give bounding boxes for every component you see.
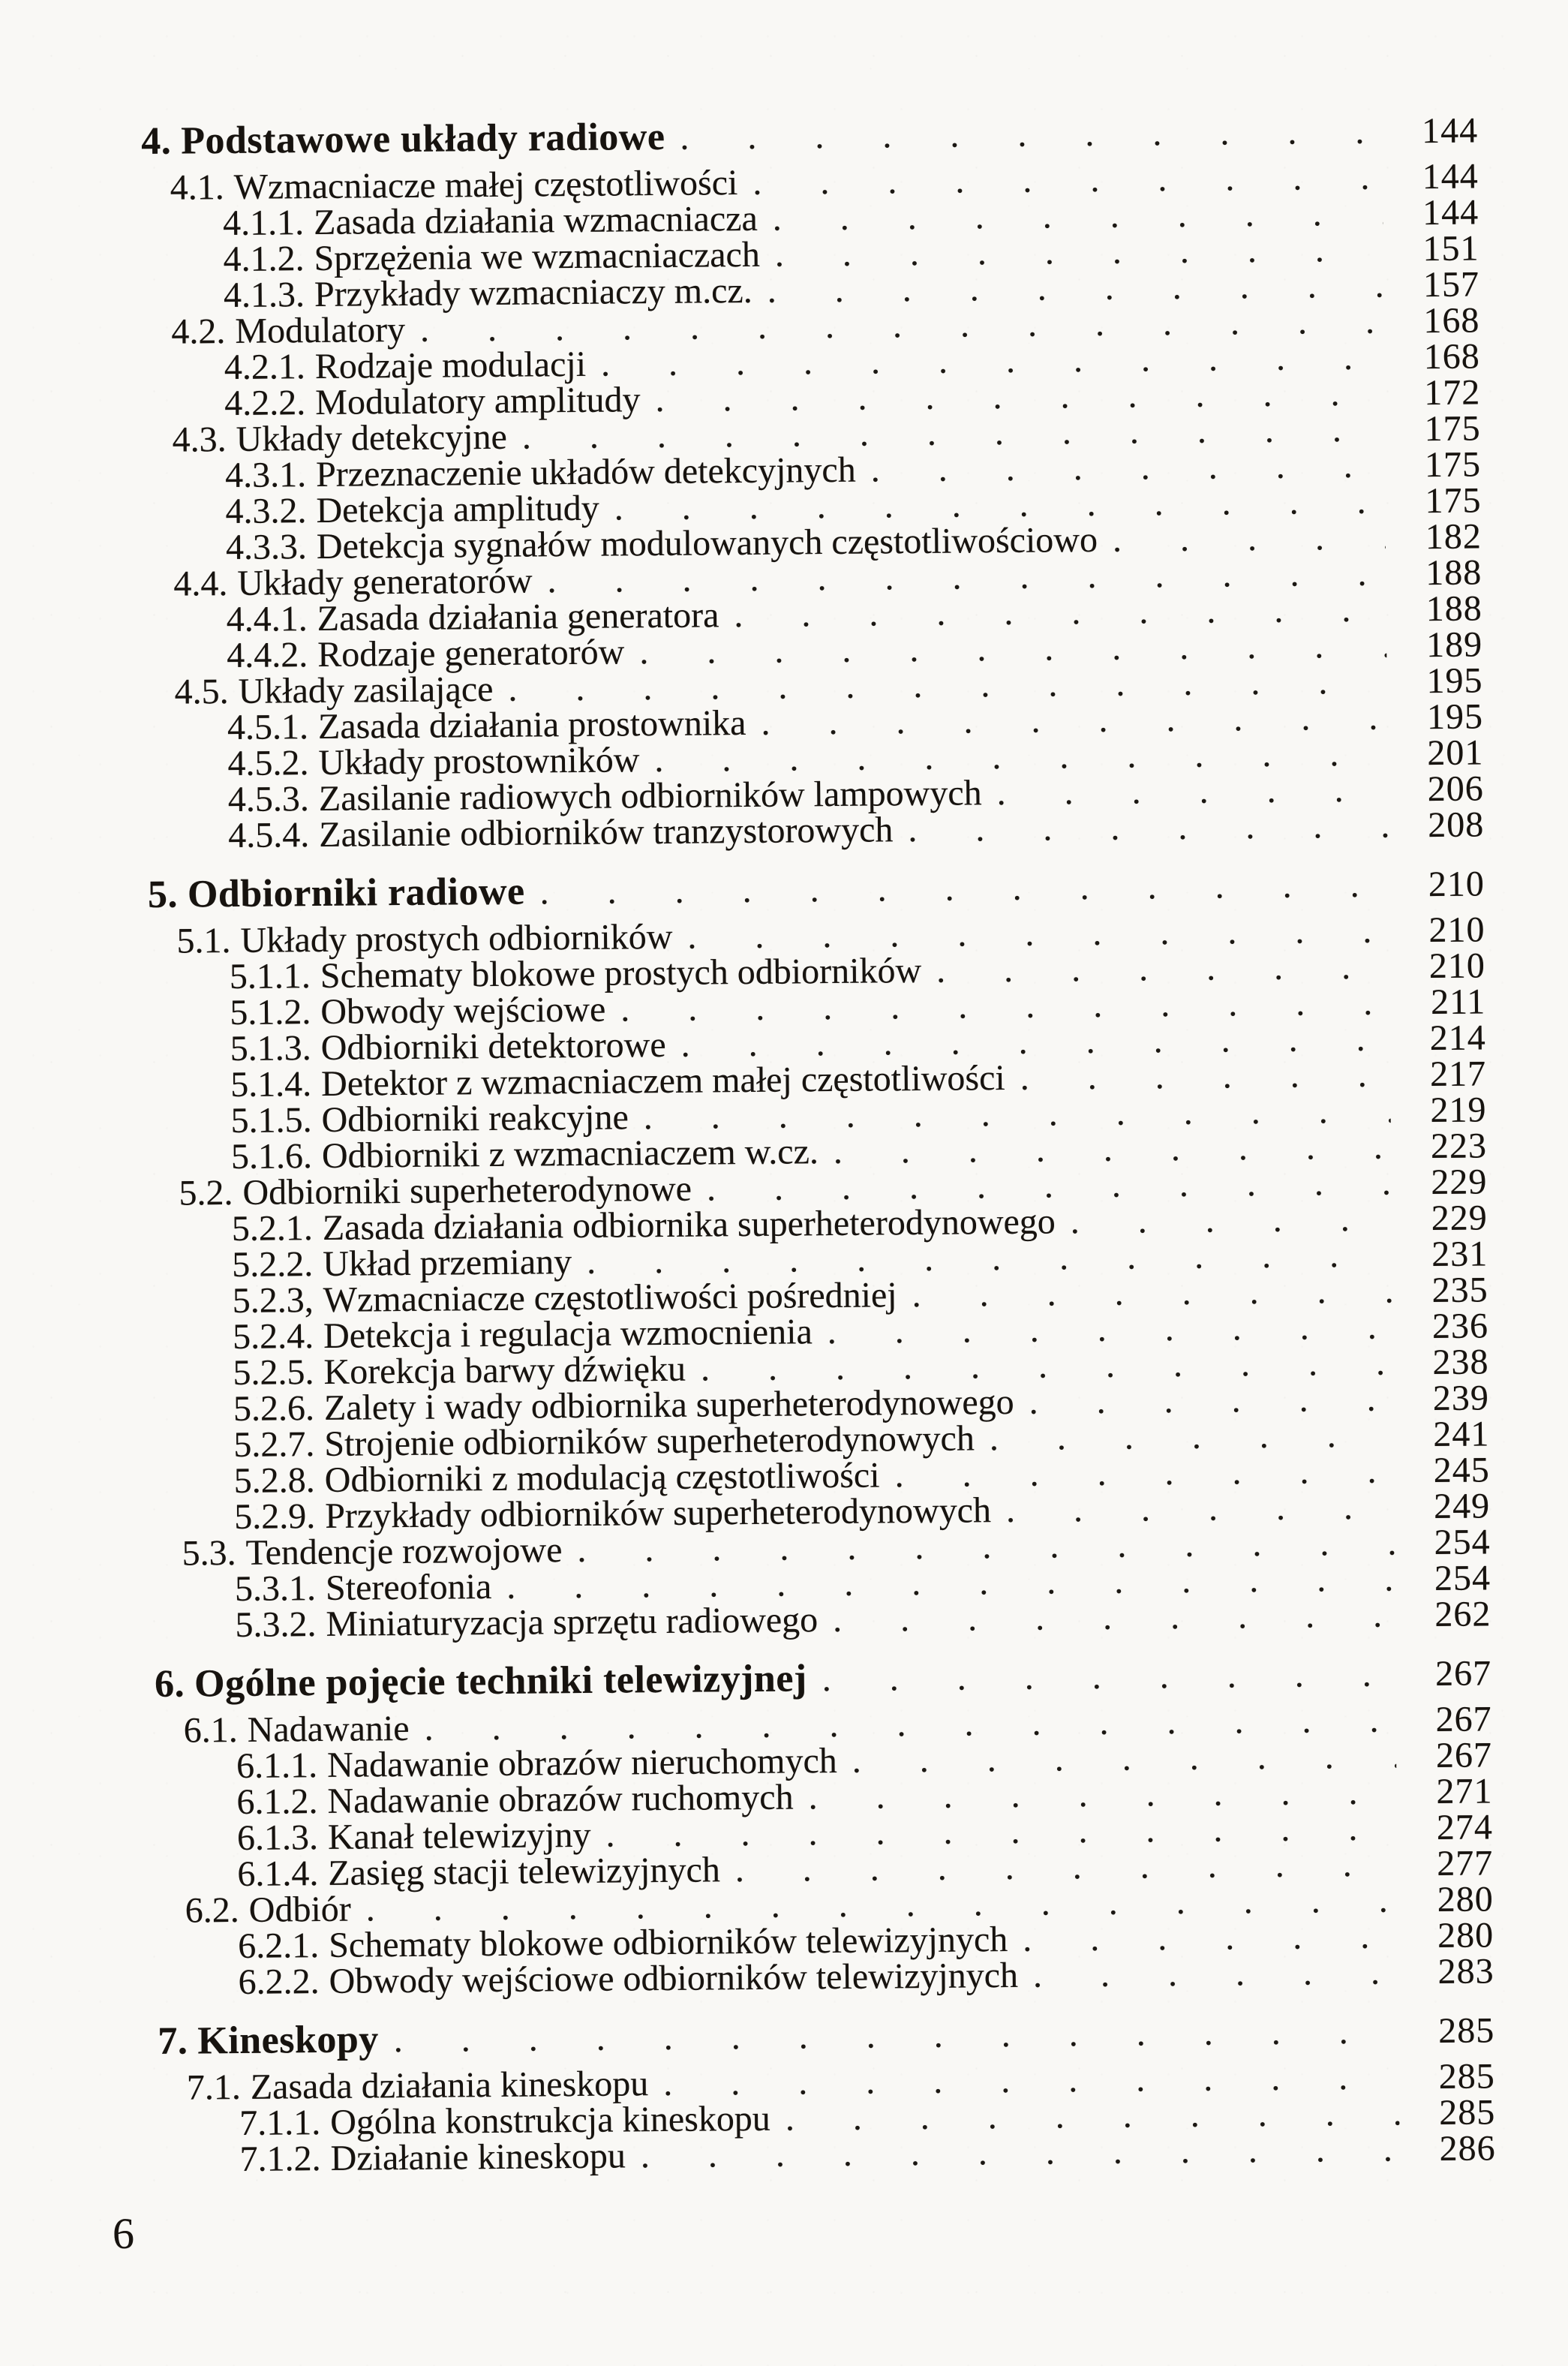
toc-row [158, 2130, 1495, 2178]
toc-entry-number: 4.3.2. [225, 491, 307, 532]
toc-entry-title: Wzmacniacze małej częstotliwości [233, 163, 738, 207]
toc-entry-number: 6.1.4. [237, 1853, 319, 1894]
toc-entry-page: 189 [1425, 624, 1483, 666]
toc-entry-number: 7.1. [186, 2067, 242, 2108]
toc-entry-number: 5.2.1. [231, 1208, 314, 1249]
toc-entry-number: 4.1. [170, 167, 224, 208]
toc-entry-page: 210 [1428, 945, 1486, 987]
toc-entry-page: 262 [1434, 1594, 1491, 1635]
toc-entry-number: 5.2.4. [232, 1316, 314, 1357]
toc-entry-title: Detekcja i regulacja wzmocnienia [323, 1312, 813, 1356]
toc-entry-page: 144 [1421, 110, 1479, 152]
toc-entry-title: Odbiorniki reakcyjne [321, 1097, 629, 1140]
toc-chapter-row [140, 110, 1479, 163]
toc-row [147, 804, 1485, 856]
toc-entry-number: 4.4.2. [226, 635, 308, 676]
toc-entry-number: 6. [154, 1662, 185, 1706]
toc-entry-page: 271 [1436, 1771, 1493, 1812]
toc-entry-title: Detekcja amplitudy [316, 488, 599, 531]
toc-entry-page: 235 [1431, 1270, 1488, 1311]
toc-entry-title: Podstawowe układy radiowe [180, 115, 665, 163]
dot-leader [767, 268, 1384, 309]
dot-leader [641, 2131, 1400, 2174]
toc-entry-number: 5.1.1. [229, 956, 311, 997]
dot-leader [639, 628, 1386, 671]
toc-entry-page: 175 [1424, 408, 1481, 449]
dot-leader [822, 1656, 1396, 1697]
toc-entry-number: 5.2.8. [233, 1460, 316, 1501]
toc-entry-title: Odbiorniki z wzmacniaczem w.cz. [321, 1132, 819, 1176]
toc-entry-title: Odbiorniki radiowe [187, 870, 525, 916]
toc-entry-title: Układ przemiany [323, 1242, 572, 1284]
dot-leader [394, 2013, 1399, 2058]
toc-entry-page: 223 [1430, 1126, 1488, 1167]
toc-entry-number: 4.4.1. [226, 599, 308, 640]
dot-leader [654, 736, 1387, 779]
toc-entry-title: Obwody wejściowe odbiorników telewizyjnych [329, 1955, 1019, 2001]
toc-entry-number: 4.4. [173, 564, 228, 604]
toc-entry-title: Ogólna konstrukcja kineskopu [330, 2098, 771, 2142]
toc-entry-title: Kanał telewizyjny [327, 1814, 591, 1857]
dot-leader [734, 592, 1386, 634]
toc-entry-number: 5.1.3. [230, 1028, 311, 1069]
toc-entry-page: 201 [1427, 732, 1484, 774]
toc-entry-number: 4.3.3. [225, 527, 308, 568]
toc-entry-page: 151 [1422, 228, 1479, 269]
toc-entry-page: 231 [1431, 1234, 1488, 1275]
toc-entry-page: 195 [1426, 660, 1483, 702]
toc-entry-page: 168 [1423, 336, 1481, 377]
toc-entry-number: 5.1.4. [230, 1064, 312, 1105]
toc-entry-page: 206 [1427, 768, 1485, 810]
toc-row [154, 1596, 1491, 1644]
toc-entry-page: 267 [1435, 1735, 1493, 1776]
toc-entry-title: Zasada działania odbiornika superheterodynowego [322, 1201, 1056, 1248]
toc-entry-number: 4.3.1. [224, 455, 307, 496]
toc-entry-number: 5.2.2. [232, 1244, 314, 1285]
toc-chapter-row [154, 1653, 1492, 1706]
dot-leader [655, 376, 1384, 418]
toc-entry-page: 229 [1431, 1162, 1488, 1203]
dot-leader [1033, 1954, 1398, 1993]
toc-entry-title: Odbiorniki superheterodynowe [242, 1168, 692, 1213]
toc-entry-page: 245 [1433, 1450, 1490, 1491]
toc-entry-page: 254 [1434, 1522, 1491, 1563]
toc-entry-title: Korekcja barwy dźwięku [323, 1348, 686, 1392]
toc-entry-number: 5.2.5. [233, 1352, 314, 1393]
toc-entry-number: 7.1.2. [239, 2139, 321, 2179]
toc-entry-title: Nadawanie obrazów ruchomych [327, 1777, 794, 1821]
toc-entry-page: 188 [1425, 588, 1482, 630]
toc-entry-title: Rodzaje modulacji [314, 344, 587, 386]
toc-entry-page: 172 [1423, 372, 1481, 413]
toc-entry-page: 210 [1428, 864, 1485, 905]
toc-entry-title: Odbiór [248, 1889, 351, 1930]
toc-entry-title: Nadawanie obrazów nieruchomych [326, 1740, 838, 1785]
toc-entry-title: Przeznaczenie układów detekcyjnych [315, 449, 856, 495]
toc-entry-number: 6.2. [185, 1889, 240, 1931]
dot-leader [912, 1273, 1392, 1314]
toc-entry-title: Przykłady odbiorników superheterodynowych [324, 1490, 992, 1536]
toc-entry-number: 6.2.2. [238, 1962, 320, 2002]
toc-entry-number: 6.1. [183, 1709, 238, 1751]
toc-entry-number: 5.3. [182, 1532, 236, 1574]
dot-leader [996, 772, 1388, 812]
toc-entry-page: 175 [1425, 480, 1482, 522]
toc-entry-page: 219 [1430, 1090, 1487, 1131]
toc-entry-page: 277 [1437, 1843, 1494, 1884]
toc-entry-title: Stereofonia [325, 1566, 492, 1608]
toc-entry-page: 280 [1437, 1879, 1494, 1920]
toc-entry-title: Schematy blokowe odbiorników telewizyjnych [328, 1920, 1008, 1965]
toc-entry-title: Nadawanie [247, 1708, 410, 1750]
toc-entry-number: 4.5.3. [227, 779, 310, 820]
dot-leader [707, 1165, 1392, 1207]
toc-entry-title: Zasilanie odbiorników tranzystorowych [319, 810, 894, 855]
toc-entry-title: Układy detekcyjne [236, 416, 508, 459]
toc-entry-page: 182 [1425, 516, 1482, 558]
toc-entry-number: 5.1.2. [230, 992, 311, 1033]
toc-entry-page: 229 [1431, 1198, 1488, 1239]
toc-entry-page: 238 [1432, 1342, 1489, 1383]
toc-entry-title: Strojenie odbiorników superheterodynowych [324, 1418, 975, 1464]
toc-entry-number: 5.1.6. [230, 1136, 313, 1177]
toc-entry-title: Układy generatorów [237, 561, 533, 603]
toc-entry-page: 241 [1433, 1414, 1490, 1455]
toc-entry-number: 4.3. [172, 419, 227, 460]
toc-entry-page: 168 [1423, 300, 1480, 341]
toc-entry-page: 188 [1425, 552, 1482, 594]
toc-entry-page: 236 [1431, 1306, 1489, 1347]
toc-entry-title: Działanie kineskopu [330, 2136, 626, 2178]
toc-entry-title: Rodzaje generatorów [317, 632, 625, 675]
toc-entry-title: Odbiorniki detektorowe [320, 1024, 666, 1068]
toc-entry-title: Modulatory [235, 309, 406, 351]
toc-entry-title: Zalety i wady odbiornika superheterodynowego [323, 1381, 1014, 1428]
toc-entry-title: Zasada działania generatora [317, 595, 719, 639]
toc-entry-title: Zasada działania wzmacniacza [313, 198, 758, 242]
toc-entry-title: Zasada działania kineskopu [250, 2064, 649, 2107]
toc-entry-page: 239 [1432, 1378, 1490, 1419]
toc-entry-number: 7. [158, 2019, 188, 2063]
toc-entry-page: 285 [1438, 2092, 1496, 2133]
dot-leader [761, 700, 1387, 741]
dot-leader [735, 1846, 1398, 1888]
toc-entry-number: 4.5.4. [228, 815, 310, 856]
dot-leader [871, 448, 1386, 489]
toc-entry-number: 4.2.2. [224, 383, 306, 424]
dot-leader [908, 808, 1388, 849]
toc-entry-number: 5.2.9. [233, 1496, 316, 1537]
toc-entry-title: Przykłady wzmacniaczy m.cz. [314, 270, 752, 314]
toc-entry-title: Odbiorniki z modulacją częstotliwości [324, 1455, 880, 1500]
dot-leader [1020, 1057, 1391, 1096]
dot-leader [773, 196, 1383, 237]
toc-entry-number: 4.5.2. [227, 743, 309, 784]
toc-entry-title: Detekcja sygnałów modulowanych częstotliwościowo [316, 519, 1098, 567]
toc-entry-page: 274 [1436, 1807, 1494, 1848]
dot-leader [775, 232, 1383, 273]
toc-entry-number: 6.1.1. [236, 1745, 318, 1786]
toc-entry-number: 4. [140, 119, 172, 163]
toc-entry-number: 5.3.2. [235, 1604, 317, 1645]
toc-entry-number: 6.1.2. [236, 1781, 318, 1822]
dot-leader [1029, 1381, 1393, 1421]
toc-entry-title: Ogólne pojęcie techniki telewizyjnej [194, 1657, 807, 1706]
toc-entry-title: Tendencje rozwojowe [245, 1530, 563, 1573]
toc-entry-page: 210 [1428, 909, 1485, 951]
toc-entry-title: Kineskopy [197, 2018, 380, 2063]
toc-entry-title: Sprzężenia we wzmacniaczach [314, 234, 761, 278]
dot-leader [834, 1129, 1391, 1170]
toc-entry-page: 286 [1439, 2128, 1496, 2169]
toc-chapter-row [158, 2010, 1495, 2063]
toc-entry-page: 175 [1424, 444, 1482, 486]
toc-entry-title: Wzmacniacze częstotliwości pośredniej [323, 1275, 897, 1320]
dot-leader [852, 1738, 1397, 1778]
dot-leader [1113, 520, 1386, 558]
toc-entry-page: 195 [1426, 696, 1484, 738]
toc-entry-page: 214 [1429, 1018, 1486, 1059]
toc-entry-page: 267 [1435, 1699, 1492, 1740]
dot-leader [828, 1309, 1393, 1351]
toc-row [157, 1953, 1494, 2001]
dot-leader [701, 1345, 1393, 1387]
toc-entry-title: Układy prostowników [318, 740, 640, 783]
dot-leader [990, 1417, 1394, 1457]
toc-list [141, 112, 1496, 2178]
toc-entry-title: Zasilanie radiowych odbiorników lampowych [318, 773, 982, 819]
toc-entry-number: 5.2.6. [233, 1388, 315, 1429]
dot-leader [808, 1774, 1396, 1815]
page-footer-number: 6 [113, 2209, 134, 2258]
toc-entry-page: 211 [1430, 982, 1486, 1023]
dot-leader [1006, 1489, 1395, 1529]
toc-entry-page: 254 [1434, 1558, 1491, 1599]
toc-entry-title: Zasięg stacji telewizyjnych [328, 1850, 721, 1893]
toc-entry-number: 5. [147, 873, 179, 916]
toc-entry-title: Schematy blokowe prostych odbiorników [320, 950, 922, 996]
toc-entry-title: Obwody wejściowe [320, 989, 606, 1032]
dot-leader [936, 949, 1389, 989]
toc-entry-page: 144 [1422, 192, 1479, 233]
dot-leader [1023, 1918, 1398, 1957]
toc-entry-title: Układy zasilające [238, 669, 494, 711]
toc-entry-page: 285 [1438, 2056, 1496, 2097]
dot-leader [680, 114, 1382, 156]
dot-leader [644, 1093, 1391, 1136]
toc-entry-number: 5.2.3, [232, 1280, 314, 1321]
toc-entry-page: 285 [1438, 2010, 1495, 2052]
dot-leader [752, 160, 1383, 201]
dot-leader [1071, 1201, 1392, 1240]
toc-entry-page: 144 [1422, 156, 1479, 197]
toc-content [141, 112, 1496, 2178]
toc-entry-number: 4.1.3. [223, 275, 305, 316]
toc-entry-page: 280 [1437, 1915, 1494, 1956]
toc-entry-number: 4.5. [174, 672, 229, 712]
toc-entry-title: Miniaturyzacja sprzętu radiowego [326, 1600, 819, 1644]
toc-entry-page: 283 [1437, 1951, 1494, 1992]
toc-entry-number: 4.2.1. [224, 347, 306, 388]
dot-leader [663, 2059, 1399, 2102]
dot-leader [539, 867, 1389, 911]
dot-leader [786, 2095, 1400, 2136]
toc-entry-title: Układy prostych odbiorników [240, 916, 673, 961]
toc-entry-page: 208 [1427, 804, 1485, 846]
toc-entry-title: Zasada działania prostownika [317, 702, 746, 747]
toc-entry-number: 5.1. [176, 920, 231, 961]
toc-chapter-row [147, 864, 1485, 916]
toc-entry-page: 157 [1422, 264, 1480, 305]
toc-entry-number: 4.2. [171, 311, 226, 352]
toc-entry-page: 217 [1429, 1054, 1487, 1095]
dot-leader [833, 1597, 1395, 1638]
dot-leader [687, 913, 1389, 955]
toc-entry-title: Modulatory amplitudy [315, 380, 641, 422]
toc-entry-number: 5.2. [179, 1172, 233, 1213]
toc-entry-number: 7.1.1. [239, 2103, 321, 2143]
toc-entry-page: 249 [1433, 1486, 1491, 1527]
toc-entry-number: 6.1.3. [236, 1817, 319, 1858]
dot-leader [894, 1453, 1394, 1493]
dot-leader [680, 1021, 1389, 1063]
toc-entry-number: 5.1.5. [230, 1100, 312, 1141]
toc-entry-number: 5.2.7. [233, 1424, 315, 1465]
toc-entry-number: 4.1.2. [223, 239, 305, 280]
toc-entry-number: 5.3.1. [234, 1568, 317, 1609]
toc-entry-number: 6.2.1. [237, 1926, 320, 1966]
toc-entry-number: 4.1.1. [222, 203, 305, 244]
toc-entry-number: 4.5.1. [227, 707, 309, 748]
toc-entry-title: Detektor z wzmacniaczem małej częstotliwości [320, 1057, 1005, 1104]
toc-entry-page: 267 [1434, 1653, 1492, 1694]
